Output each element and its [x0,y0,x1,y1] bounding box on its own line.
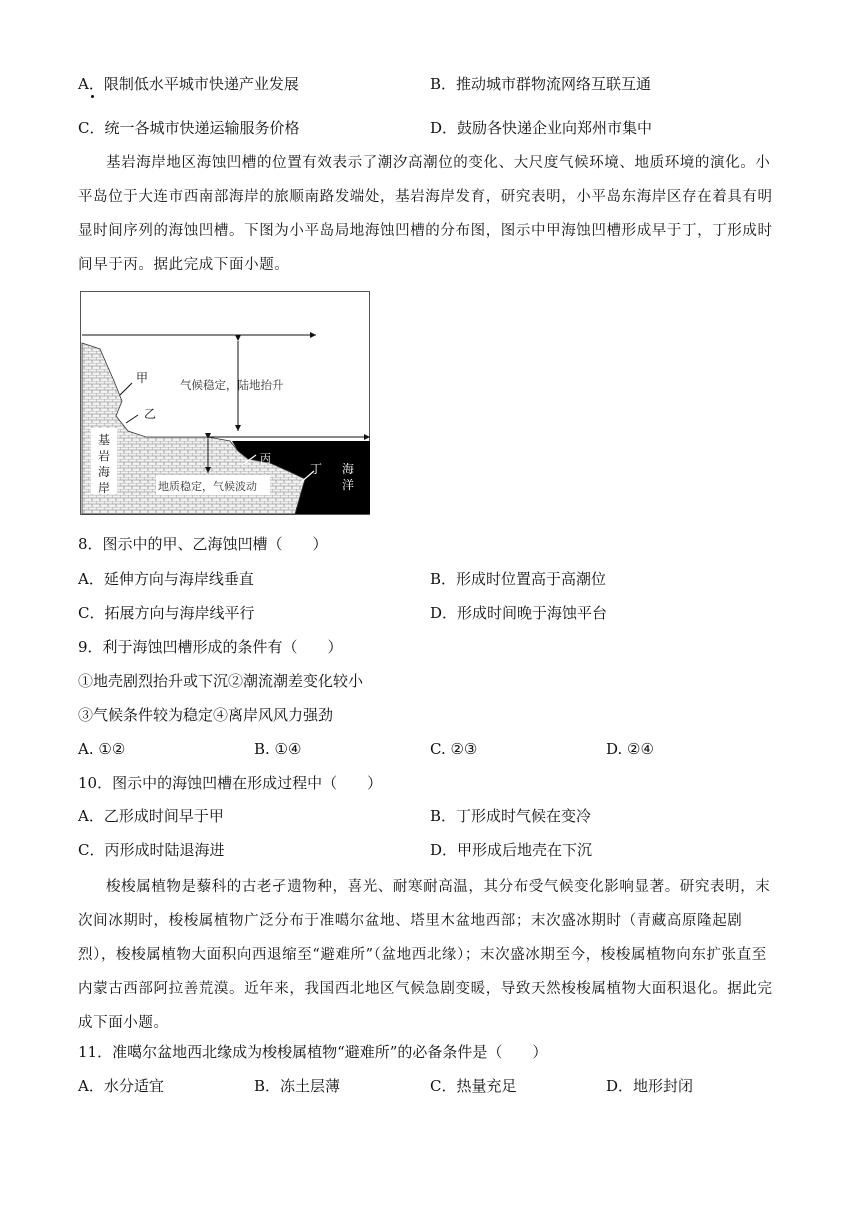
q9-conditions-1: ①地壳剧烈抬升或下沉②潮流潮差变化较小 [78,672,364,690]
coastal-notch-figure [80,291,372,516]
q8-option-a: A．延伸方向与海岸线垂直 [78,570,254,588]
passage-1 [78,146,778,282]
q10-option-b: B．丁形成时气候在变冷 [430,807,592,825]
bedrock-char-1: 基 [98,433,111,447]
q11-option-a: A．水分适宜 [78,1077,164,1095]
q9-stem: 9．利于海蚀凹槽形成的条件有（ ） [78,638,343,656]
q9-option-b: B. ①④ [254,740,302,758]
q8-option-b: B．形成时位置高于高潮位 [430,570,607,588]
label-bing: 丙 [260,452,271,465]
bedrock-char-4: 岸 [98,481,111,495]
q11-option-d: D．地形封闭 [606,1077,694,1095]
q10-stem: 10．图示中的海蚀凹槽在形成过程中（ ） [78,774,383,792]
q9-conditions-2: ③气候条件较为稳定④离岸风风力强劲 [78,706,334,724]
passage-1-text: 基岩海岸地区海蚀凹槽的位置有效表示了潮汐高潮位的变化、大尺度气候环境、地质环境的演化。小平岛位于大连市西南部海岸的旅顺南路发端处，基岩海岸发育，研究表明，小平岛东海岸区存在着具有明显时间序列的海蚀凹槽。下图为小平岛局地海蚀凹槽的分布图，图示中甲海蚀凹槽形成早于丁，丁形成时间早于丙。据此完成下面小题。 [78,155,773,273]
label-ding: 丁 [310,462,323,476]
q10-option-d: D．甲形成后地壳在下沉 [430,841,593,859]
q11-stem: 11．准噶尔盆地西北缘成为梭梭属植物“避难所”的必备条件是（ ） [78,1043,548,1061]
label-yi: 乙 [144,407,157,421]
q10-option-c: C．丙形成时陆退海进 [78,841,225,859]
stray-dot [91,95,94,98]
q7-option-c: C．统一各城市快递运输服务价格 [78,119,300,137]
coastal-notch-diagram [80,291,372,516]
q9-option-c: C. ②③ [430,740,478,758]
ocean-char-2: 洋 [342,478,355,492]
lower-text: 地质稳定，气候波动 [158,480,257,493]
q10-option-a: A．乙形成时间早于甲 [78,807,224,825]
q9-option-a: A. ①② [78,740,126,758]
upper-text: 气候稳定，陆地抬升 [180,378,284,392]
passage-2 [78,870,778,1040]
q11-option-b: B．冻土层薄 [254,1077,341,1095]
q7-option-d: D．鼓励各快递企业向郑州市集中 [430,119,653,137]
q8-stem: 8．图示中的甲、乙海蚀凹槽（ ） [78,535,328,553]
q11-option-c: C．热量充足 [430,1077,517,1095]
q9-option-d: D. ②④ [606,740,654,758]
bedrock-char-2: 岩 [98,449,111,463]
label-jia: 甲 [136,371,149,385]
passage-2-text: 梭梭属植物是藜科的古老孑遗物种，喜光、耐寒耐高温，其分布受气候变化影响显著。研究表明，末次间冰期时，梭梭属植物广泛分布于准噶尔盆地、塔里木盆地西部；末次盛冰期时（青藏高原隆起剧烈），梭梭属植物大面积向西退缩至“避难所”（盆地西北缘）；末次盛冰期至今，梭梭属植物向东扩张直至内蒙古西部阿拉善荒漠。近年来，我国西北地区气候急剧变暖，导致天然梭梭属植物大面积退化。据此完成下面小题。 [78,879,773,1031]
ocean-char-1: 海 [342,462,355,476]
q7-option-b: B．推动城市群物流网络互联互通 [430,75,652,93]
bedrock-char-3: 海 [98,465,111,479]
q7-option-a: A．限制低水平城市快递产业发展 [78,75,299,93]
q8-option-d: D．形成时间晚于海蚀平台 [430,604,608,622]
q8-option-c: C．拓展方向与海岸线平行 [78,604,255,622]
